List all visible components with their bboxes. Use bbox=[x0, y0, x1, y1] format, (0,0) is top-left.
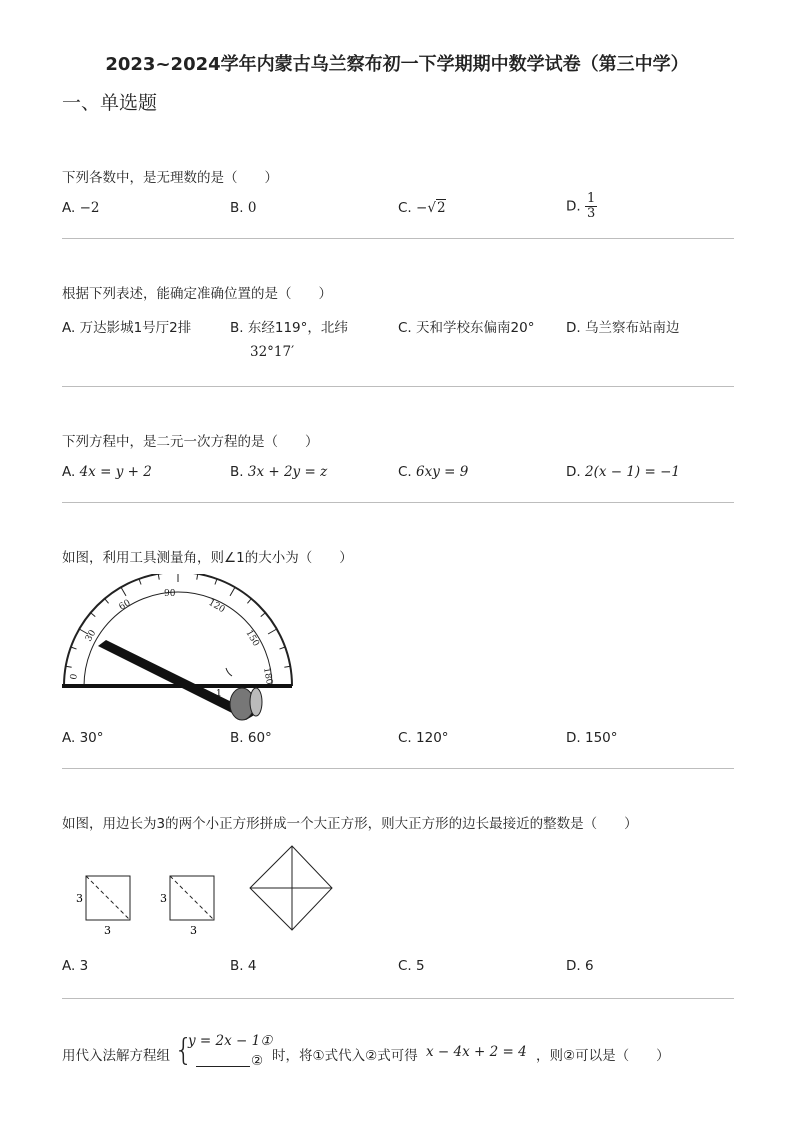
protractor-tick bbox=[121, 587, 126, 596]
protractor-arc bbox=[64, 574, 292, 686]
option-d[interactable]: D. $\frac{1}{3}$ bbox=[566, 191, 596, 221]
options bbox=[62, 191, 734, 224]
option-d[interactable]: D. 2(x − 1) = −1 bbox=[566, 464, 680, 480]
side-label: 3 bbox=[76, 892, 83, 905]
side-label: 3 bbox=[190, 924, 197, 937]
equation-1: y = 2x − 1① bbox=[188, 1033, 273, 1049]
option-a[interactable]: A. 4x = y + 2 bbox=[62, 464, 152, 480]
question-4 bbox=[62, 546, 734, 566]
protractor-tick bbox=[268, 629, 277, 634]
equation-2-mark: ② bbox=[251, 1053, 264, 1069]
options bbox=[62, 464, 734, 488]
divider bbox=[62, 502, 734, 503]
protractor-figure bbox=[56, 574, 300, 726]
fraction: $\frac{1}{3}$ bbox=[586, 191, 596, 221]
diagonal-1 bbox=[86, 876, 130, 920]
question-stem-mid: 时，将①式代入②式可得 bbox=[272, 1048, 418, 1064]
option-a[interactable]: A. 万达影城1号厅2排 bbox=[62, 320, 192, 336]
answer-blank[interactable] bbox=[196, 1066, 250, 1067]
tick-label-120: 120 bbox=[206, 597, 227, 616]
options bbox=[62, 316, 734, 366]
question-4-options bbox=[62, 730, 734, 754]
divider bbox=[62, 768, 734, 769]
tick-label-180: 180 bbox=[261, 666, 274, 686]
option-a[interactable]: A. −2 bbox=[62, 200, 100, 216]
option-d[interactable]: D. 150° bbox=[566, 730, 618, 746]
option-c[interactable]: C. 6xy = 9 bbox=[398, 464, 469, 480]
protractor-tick bbox=[66, 666, 72, 667]
tick-label-60: 60 bbox=[117, 598, 133, 613]
side-label: 3 bbox=[160, 892, 167, 905]
brace: { bbox=[174, 1033, 194, 1068]
options bbox=[62, 730, 734, 754]
tool-cylinder-cap bbox=[250, 688, 262, 716]
option-b[interactable]: B. 0 bbox=[230, 200, 257, 216]
question-stem: 如图，用边长为3的两个小正方形拼成一个大正方形，则大正方形的边长最接近的整数是（ ） bbox=[62, 816, 638, 832]
protractor-tick bbox=[158, 574, 159, 580]
section-heading: 一、单选题 bbox=[62, 92, 158, 114]
option-a[interactable]: A. 3 bbox=[62, 958, 89, 974]
tick-label-0: 0 bbox=[69, 673, 80, 681]
question-stem: 用代入法解方程组 bbox=[62, 1048, 170, 1064]
angle-label: 1 bbox=[216, 689, 222, 699]
squares-figure bbox=[70, 842, 340, 942]
protractor-tick bbox=[279, 647, 285, 649]
divider bbox=[62, 386, 734, 387]
option-a[interactable]: A. 30° bbox=[62, 730, 104, 746]
divider bbox=[62, 998, 734, 999]
tick-label-150: 150 bbox=[243, 628, 261, 649]
option-c[interactable]: C. 120° bbox=[398, 730, 449, 746]
protractor-tick bbox=[261, 613, 266, 617]
option-d[interactable]: D. 乌兰察布站南边 bbox=[566, 320, 680, 336]
protractor-tick bbox=[139, 579, 141, 585]
substituted-expression: x − 4x + 2 = 4 bbox=[426, 1044, 527, 1060]
protractor-tick bbox=[247, 599, 251, 604]
protractor-ticks bbox=[64, 574, 292, 686]
sqrt-sign: √ bbox=[427, 200, 436, 216]
protractor-tick bbox=[105, 599, 109, 604]
question-5-options bbox=[62, 958, 734, 982]
question-stem: 根据下列表述，能确定准确位置的是（ ） bbox=[62, 286, 332, 302]
option-c[interactable]: C. 5 bbox=[398, 958, 425, 974]
protractor-tick bbox=[91, 613, 96, 617]
page-title: 2023~2024学年内蒙古乌兰察布初一下学期期中数学试卷（第三中学） bbox=[105, 54, 689, 75]
question-6 bbox=[62, 1032, 734, 1072]
question-3 bbox=[62, 430, 734, 488]
protractor-tick bbox=[197, 574, 198, 580]
tick-label-90: 90 bbox=[164, 589, 176, 599]
option-c[interactable]: C. −√2 bbox=[398, 200, 446, 216]
angle-arc bbox=[226, 668, 232, 676]
question-stem-after: ，则②可以是（ ） bbox=[536, 1048, 670, 1064]
option-b[interactable]: B. 4 bbox=[230, 958, 257, 974]
question-stem: 下列各数中，是无理数的是（ ） bbox=[62, 170, 278, 186]
tick-label-30: 30 bbox=[83, 628, 99, 644]
question-stem: 如图，利用工具测量角，则∠1的大小为（ ） bbox=[62, 550, 353, 566]
diagonal-2 bbox=[170, 876, 214, 920]
side-label: 3 bbox=[104, 924, 111, 937]
option-b[interactable]: B. 60° bbox=[230, 730, 272, 746]
divider bbox=[62, 238, 734, 239]
protractor-inner-arc bbox=[84, 592, 272, 686]
protractor-tick bbox=[215, 579, 217, 585]
question-stem: 下列方程中，是二元一次方程的是（ ） bbox=[62, 434, 319, 450]
option-d[interactable]: D. 6 bbox=[566, 958, 594, 974]
protractor-tick bbox=[230, 587, 235, 596]
options bbox=[62, 958, 734, 982]
question-1 bbox=[62, 166, 734, 224]
protractor-tick bbox=[71, 647, 77, 649]
option-b[interactable]: B. 东经119°，北纬 32°17′ bbox=[230, 320, 348, 360]
option-c[interactable]: C. 天和学校东偏南20° bbox=[398, 320, 535, 336]
protractor-tick bbox=[284, 666, 290, 667]
question-2 bbox=[62, 282, 734, 366]
option-b[interactable]: B. 3x + 2y = z bbox=[230, 464, 328, 480]
question-5 bbox=[62, 812, 734, 832]
